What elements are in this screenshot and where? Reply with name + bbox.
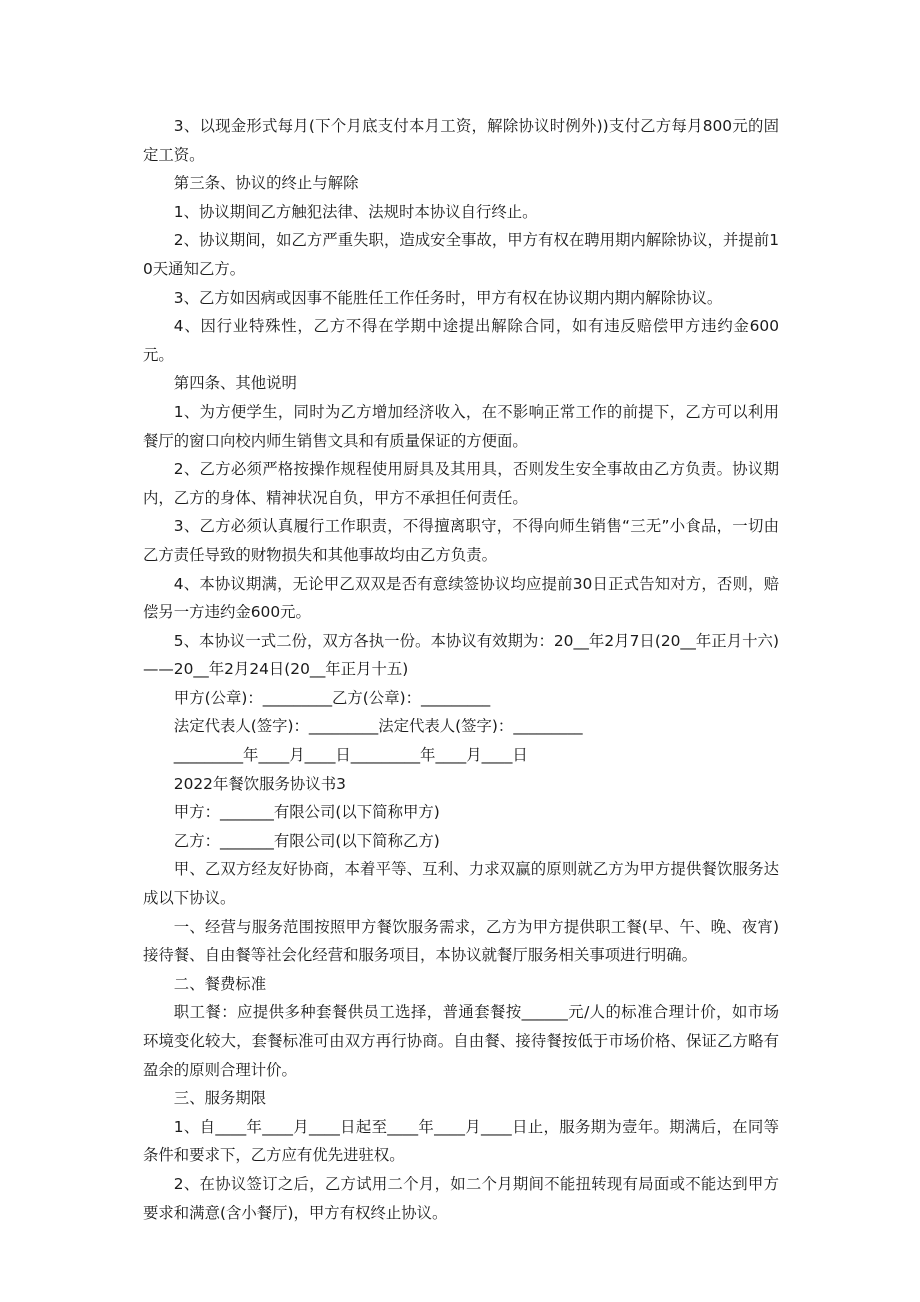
paragraph-other-1: 1、为方便学生，同时为乙方增加经济收入，在不影响正常工作的前提下，乙方可以利用餐厅的窗口向校内师生销售文具和有质量保证的方便面。: [143, 402, 779, 450]
paragraph-other-2: 2、乙方必须严格按操作规程使用厨具及其用具，否则发生安全事故由乙方负责。协议期内，乙方的身体、精神状况自负，甲方不承担任何责任。: [143, 460, 779, 507]
document-title-3: 2022年餐饮服务协议书3: [173, 774, 346, 793]
section-heading-term: 三、服务期限: [173, 1089, 267, 1108]
paragraph-fees: 职工餐：应提供多种套餐供员工选择，普通套餐按______元/人的标准合理计价，如市场环境变化较大，套餐标准可由双方再行协商。自由餐、接待餐按低于市场价格、保证乙方略有盈余的原则合理计价。: [143, 1003, 779, 1079]
party-b-line: 乙方：_______有限公司(以下简称乙方): [173, 831, 440, 850]
section-heading-other: 第四条、其他说明: [173, 374, 297, 393]
section-heading-fees: 二、餐费标准: [173, 974, 267, 993]
party-a-line: 甲方：_______有限公司(以下简称甲方): [173, 803, 440, 822]
section-heading-termination: 第三条、协议的终止与解除: [173, 174, 359, 193]
paragraph-other-5: 5、本协议一式二份，双方各执一份。本协议有效期为：20__年2月7日(20__年正月十六)——20__年2月24日(20__年正月十五): [143, 631, 779, 679]
paragraph-other-3: 3、乙方必须认真履行工作职责，不得擅离职守，不得向师生销售“三无”小食品，一切由乙方责任导致的财物损失和其他事故均由乙方负责。: [143, 517, 779, 564]
document-body: [143, 112, 779, 1227]
signature-line-seals: 甲方(公章)：_________乙方(公章)：_________: [173, 688, 491, 707]
paragraph-termination-3: 3、乙方如因病或因事不能胜任工作任务时，甲方有权在协议期内期内解除协议。: [173, 288, 723, 307]
paragraph-salary-payment: 3、以现金形式每月(下个月底支付本月工资，解除协议时例外))支付乙方每月800元的固定工资。: [143, 117, 779, 164]
paragraph-term-2: 2、在协议签订之后，乙方试用二个月，如二个月期间不能扭转现有局面或不能达到甲方要求和满意(含小餐厅)，甲方有权终止协议。: [143, 1174, 779, 1222]
paragraph-scope: 一、经营与服务范围按照甲方餐饮服务需求，乙方为甲方提供职工餐(早、午、晚、夜宵)接待餐、自由餐等社会化经营和服务项目，本协议就餐厅服务相关事项进行明确。: [143, 917, 779, 965]
paragraph-termination-2: 2、协议期间，如乙方严重失职，造成安全事故，甲方有权在聘用期内解除协议，并提前10天通知乙方。: [143, 231, 779, 278]
paragraph-termination-1: 1、协议期间乙方触犯法律、法规时本协议自行终止。: [173, 202, 538, 221]
signature-line-representatives: 法定代表人(签字)：_________法定代表人(签字)：_________: [173, 717, 583, 736]
paragraph-other-4: 4、本协议期满，无论甲乙双双是否有意续签协议均应提前30日正式告知对方，否则，赔偿另一方违约金600元。: [143, 574, 779, 622]
paragraph-term-1: 1、自____年____月____日起至____年____月____日止，服务期为壹年。期满后，在同等条件和要求下，乙方应有优先进驻权。: [143, 1117, 779, 1165]
paragraph-termination-4: 4、因行业特殊性，乙方不得在学期中途提出解除合同，如有违反赔偿甲方违约金600元。: [143, 317, 779, 364]
signature-line-dates: _________年____月____日_________年____月____日: [173, 746, 528, 765]
paragraph-preamble: 甲、乙双方经友好协商，本着平等、互利、力求双赢的原则就乙方为甲方提供餐饮服务达成以下协议。: [143, 860, 779, 908]
